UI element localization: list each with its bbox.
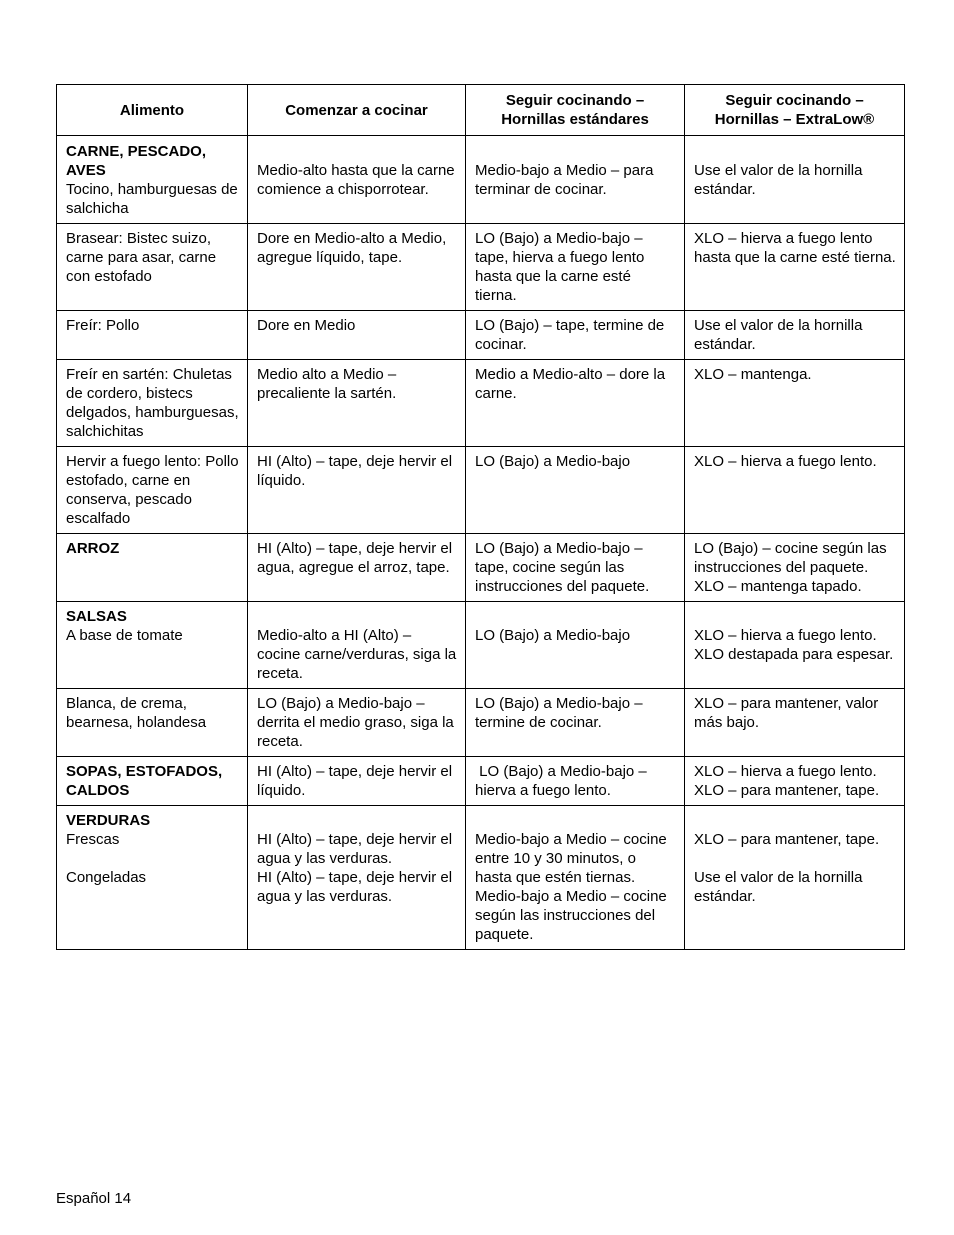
extralow-cell: XLO – hierva a fuego lento. XLO – para mantener, tape. (685, 757, 905, 806)
category-heading: VERDURAS (66, 812, 151, 829)
extralow-cell: XLO – para mantener, valor más bajo. (685, 689, 905, 757)
start-cell: HI (Alto) – tape, deje hervir el agua y las verduras. HI (Alto) – tape, deje hervir el agua y las verduras. (248, 806, 466, 950)
extralow-cell: XLO – mantenga. (685, 360, 905, 447)
table-row (57, 311, 905, 360)
table-row (57, 224, 905, 311)
standard-cell: LO (Bajo) a Medio-bajo – termine de cocinar. (466, 689, 685, 757)
table-row (57, 689, 905, 757)
extralow-cell: Use el valor de la hornilla estándar. (685, 311, 905, 360)
food-cell: Brasear: Bistec suizo, carne para asar, carne con estofado (57, 224, 248, 311)
standard-cell: LO (Bajo) a Medio-bajo – hierva a fuego lento. (466, 757, 685, 806)
standard-cell: LO (Bajo) a Medio-bajo (466, 602, 685, 689)
standard-cell: LO (Bajo) a Medio-bajo – tape, hierva a fuego lento hasta que la carne esté tierna. (466, 224, 685, 311)
start-cell: HI (Alto) – tape, deje hervir el agua, agregue el arroz, tape. (248, 534, 466, 602)
food-cell: VERDURAS Frescas Congeladas (57, 806, 248, 950)
extralow-cell: XLO – hierva a fuego lento hasta que la carne esté tierna. (685, 224, 905, 311)
start-cell: HI (Alto) – tape, deje hervir el líquido. (248, 757, 466, 806)
start-cell: Dore en Medio-alto a Medio, agregue líquido, tape. (248, 224, 466, 311)
standard-cell: Medio-bajo a Medio – para terminar de cocinar. (466, 136, 685, 224)
food-cell: Freír: Pollo (57, 311, 248, 360)
food-cell: Blanca, de crema, bearnesa, holandesa (57, 689, 248, 757)
table-row (57, 602, 905, 689)
table-row (57, 360, 905, 447)
extralow-cell: XLO – hierva a fuego lento. (685, 447, 905, 534)
food-cell: Freír en sartén: Chuletas de cordero, bistecs delgados, hamburguesas, salchichitas (57, 360, 248, 447)
extralow-cell: XLO – para mantener, tape. Use el valor de la hornilla estándar. (685, 806, 905, 950)
category-heading: SOPAS, ESTOFADOS, CALDOS (66, 763, 223, 799)
start-cell: LO (Bajo) a Medio-bajo – derrita el medio graso, siga la receta. (248, 689, 466, 757)
page-footer: Español 14 (56, 1190, 132, 1207)
standard-cell: LO (Bajo) – tape, termine de cocinar. (466, 311, 685, 360)
category-heading: CARNE, PESCADO, AVES (66, 143, 207, 179)
food-cell: CARNE, PESCADO, AVES Tocino, hamburguesas de salchicha (57, 136, 248, 224)
start-cell: Medio alto a Medio – precaliente la sartén. (248, 360, 466, 447)
food-cell: Hervir a fuego lento: Pollo estofado, carne en conserva, pescado escalfado (57, 447, 248, 534)
food-cell: SALSAS A base de tomate (57, 602, 248, 689)
table-row (57, 806, 905, 950)
extralow-cell: LO (Bajo) – cocine según las instrucciones del paquete. XLO – mantenga tapado. (685, 534, 905, 602)
extralow-cell: XLO – hierva a fuego lento. XLO destapada para espesar. (685, 602, 905, 689)
start-cell: Medio-alto hasta que la carne comience a chisporrotear. (248, 136, 466, 224)
standard-cell: LO (Bajo) a Medio-bajo – tape, cocine según las instrucciones del paquete. (466, 534, 685, 602)
header-standard-burners: Seguir cocinando – Hornillas estándares (466, 85, 685, 136)
start-cell: HI (Alto) – tape, deje hervir el líquido. (248, 447, 466, 534)
header-food: Alimento (57, 85, 248, 136)
table-row (57, 534, 905, 602)
table-row (57, 136, 905, 224)
header-extralow-burners: Seguir cocinando – Hornillas – ExtraLow® (685, 85, 905, 136)
standard-cell: Medio-bajo a Medio – cocine entre 10 y 30 minutos, o hasta que estén tiernas. Medio-bajo a Medio – cocine según las instrucciones del paquete. (466, 806, 685, 950)
extralow-cell: Use el valor de la hornilla estándar. (685, 136, 905, 224)
category-heading: SALSAS (66, 608, 127, 625)
start-cell: Dore en Medio (248, 311, 466, 360)
cooking-chart-table (56, 84, 905, 950)
food-cell (57, 757, 248, 806)
start-cell: Medio-alto a HI (Alto) – cocine carne/verduras, siga la receta. (248, 602, 466, 689)
category-heading: ARROZ (66, 540, 120, 557)
header-row (57, 85, 905, 136)
table-row (57, 757, 905, 806)
table-row (57, 447, 905, 534)
standard-cell: LO (Bajo) a Medio-bajo (466, 447, 685, 534)
header-start-cooking: Comenzar a cocinar (248, 85, 466, 136)
standard-cell: Medio a Medio-alto – dore la carne. (466, 360, 685, 447)
food-cell (57, 534, 248, 602)
